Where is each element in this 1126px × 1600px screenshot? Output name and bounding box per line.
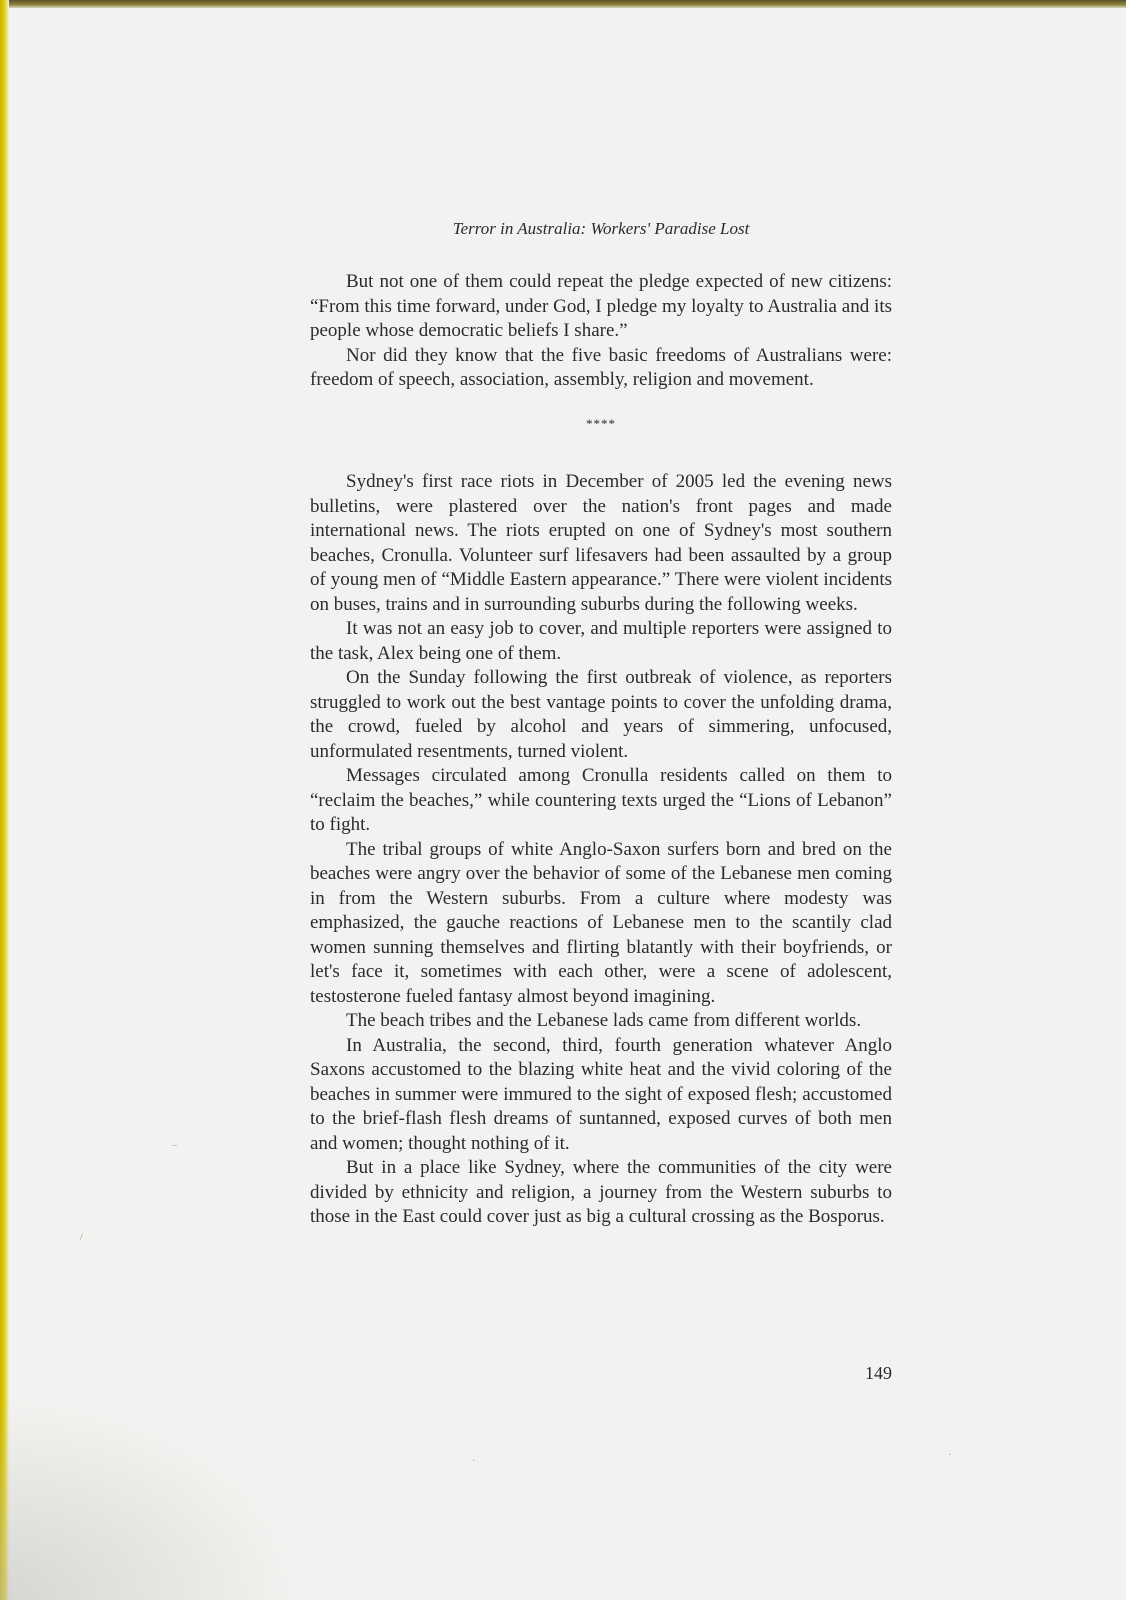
section-1 — [310, 270, 892, 393]
paragraph: The tribal groups of white Anglo-Saxon surfers born and bred on the beaches were angry over the behavior of some of the Lebanese men coming in from the Western suburbs. From a culture where modesty was emphasized, the gauche reactions of Lebanese men to the scantily clad women sunning themselves and flirting blatantly with their boyfriends, or let's face it, sometimes with each other, were a scene of adolescent, testosterone fueled fantasy almost beyond imagining. — [310, 838, 892, 1007]
paragraph: In Australia, the second, third, fourth generation whatever Anglo Saxons accustomed to the blazing white heat and the vivid coloring of the beaches in summer were immured to the sight of exposed flesh; accustomed to the brief-flash flesh dreams of suntanned, exposed curves of both men and women; thought nothing of it. — [310, 1034, 892, 1154]
scan-top-edge — [0, 0, 1126, 8]
paragraph: Messages circulated among Cronulla residents called on them to “reclaim the beaches,” while countering texts urged the “Lions of Lebanon” to fight. — [310, 765, 892, 835]
paragraph: But not one of them could repeat the pledge expected of new citizens: “From this time forward, under God, I pledge my loyalty to Australia and its people whose democratic beliefs I share.” — [310, 271, 892, 341]
scan-speck: – — [172, 1140, 177, 1151]
paragraph: But in a place like Sydney, where the communities of the city were divided by ethnicity and religion, a journey from the Western suburbs to those in the East could cover just as big a cultural crossing as the Bosporus. — [310, 1157, 892, 1227]
running-head: Terror in Australia: Workers' Paradise Lost — [452, 219, 750, 238]
scan-speck: / — [80, 1232, 83, 1243]
scan-left-edge — [0, 0, 9, 1600]
paragraph: Nor did they know that the five basic freedoms of Australians were: freedom of speech, association, assembly, religion and movement. — [310, 344, 892, 390]
paragraph: The beach tribes and the Lebanese lads came from different worlds. — [346, 1010, 862, 1031]
scan-speck: · — [948, 1450, 952, 1461]
paragraph: It was not an easy job to cover, and multiple reporters were assigned to the task, Alex being one of them. — [310, 618, 892, 664]
page-number: 149 — [865, 1363, 892, 1383]
section-separator: **** — [586, 416, 616, 431]
scan-speck: · — [472, 1456, 476, 1467]
paragraph: Sydney's first race riots in December of 2005 led the evening news bulletins, were plastered over the nation's front pages and made international news. The riots erupted on one of Sydney's most southern beaches, Cronulla. Volunteer surf lifesavers had been assaulted by a group of young men of “Middle Eastern appearance.” There were violent incidents on buses, trains and in surrounding suburbs during the following weeks. — [310, 471, 892, 615]
scan-shadow — [0, 1400, 300, 1600]
paragraph: On the Sunday following the first outbreak of violence, as reporters struggled to work out the best vantage points to cover the unfolding drama, the crowd, fueled by alcohol and years of simmering, unfocused, unformulated resentments, turned violent. — [310, 667, 892, 762]
section-2 — [310, 470, 892, 1230]
